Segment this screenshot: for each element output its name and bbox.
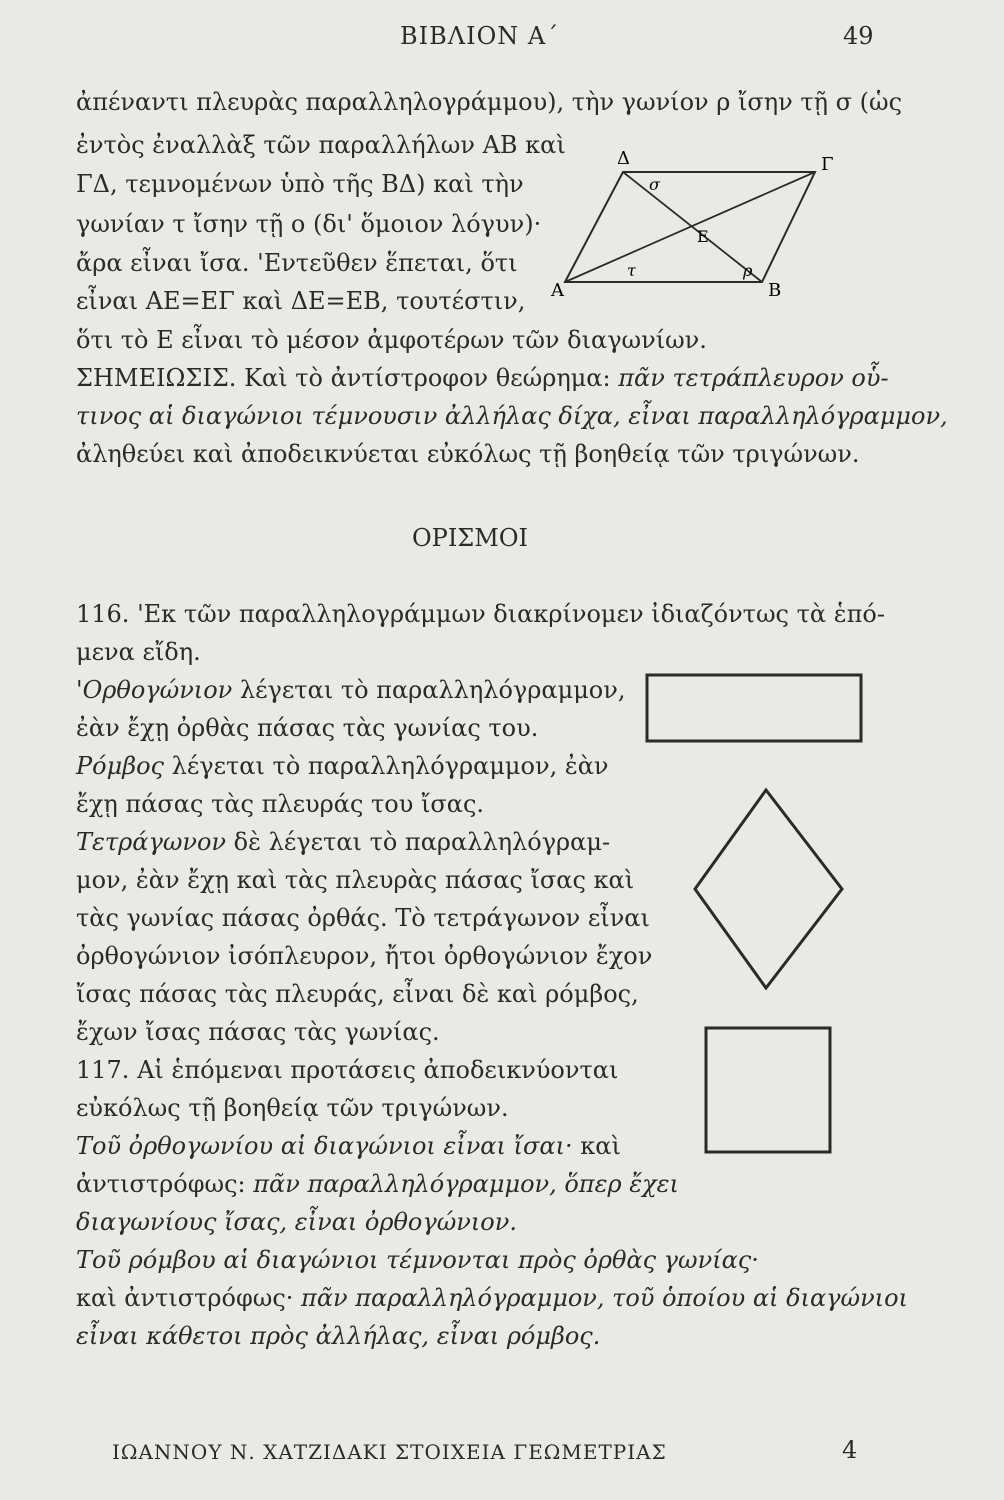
running-header-title: ΒΙΒΛΙΟΝ Α΄ [400, 22, 560, 50]
label-beta: Β [768, 280, 782, 301]
text-line: 117. Αἱ ἑπόμεναι προτάσεις ἀποδεικνύονται [76, 1056, 619, 1084]
text-line: ὀρθογώνιον ἰσόπλευρον, ἤτοι ὀρθογώνιον ἔχον [76, 942, 653, 970]
text-line: εἶναι κάθετοι πρὸς ἀλλήλας, εἶναι ρόμβος. [76, 1322, 601, 1350]
diagonal-ag [565, 172, 815, 282]
text-line: ἀντιστρόφως: πᾶν παραλληλόγραμμον, ὅπερ ἔχει [76, 1170, 679, 1198]
rhombus-figure [690, 785, 850, 995]
text-line: μενα εἴδη. [76, 638, 201, 666]
note-line: ΣΗΜΕΙΩΣΙΣ. Καὶ τὸ ἀντίστροφον θεώρημα: πᾶν τετράπλευρον οὗ- [76, 364, 889, 392]
diagonal-db [623, 172, 762, 282]
text-line: ὅτι τὸ Ε εἶναι τὸ μέσον ἀμφοτέρων τῶν διαγωνίων. [76, 326, 707, 354]
text-line: ἐντὸς ἐναλλὰξ τῶν παραλλήλων ΑΒ καὶ [76, 131, 566, 159]
label-delta: Δ [617, 148, 630, 169]
text-line: ΓΔ, τεμνομένων ὑπὸ τῆς ΒΔ) καὶ τὴν [76, 170, 524, 198]
definition-square: Τετράγωνον δὲ λέγεται τὸ παραλληλόγραμ- [76, 828, 611, 856]
theorem-rhombus: Τοῦ ρόμβου αἱ διαγώνιοι τέμνονται πρὸς ὀρθὰς γωνίας· [76, 1246, 759, 1274]
parallelogram-figure [525, 150, 845, 300]
text-line: 116. 'Εκ τῶν παραλληλογράμμων διακρίνομεν ἰδιαζόντως τὰ ἑπό- [76, 600, 885, 628]
text-line: εὐκόλως τῇ βοηθείᾳ τῶν τριγώνων. [76, 1094, 509, 1122]
rectangle-figure [640, 668, 872, 748]
text-line: ἴσας πάσας τὰς πλευράς, εἶναι δὲ καὶ ρόμβος, [76, 980, 639, 1008]
text-line: ἄρα εἶναι ἴσα. 'Εντεῦθεν ἕπεται, ὅτι [76, 249, 518, 277]
text-line: μον, ἐὰν ἔχῃ καὶ τὰς πλευρὰς πάσας ἴσας καὶ [76, 866, 635, 894]
label-sigma: σ [649, 175, 660, 194]
label-rho: ρ [743, 261, 753, 280]
text-line: ἔχων ἴσας πάσας τὰς γωνίας. [76, 1018, 440, 1046]
note-label: ΣΗΜΕΙΩΣΙΣ. [76, 364, 237, 392]
note-line: ἀληθεύει καὶ ἀποδεικνύεται εὐκόλως τῇ βοηθείᾳ τῶν τριγώνων. [76, 440, 860, 468]
section-heading: ΟΡΙΣΜΟΙ [412, 524, 529, 552]
label-epsilon: Ε [697, 227, 709, 246]
note-line: τινος αἱ διαγώνιοι τέμνουσιν ἀλλήλας δίχα, εἶναι παραλληλόγραμμον, [76, 402, 948, 430]
text-line: γωνίαν τ ἴσην τῇ ο (δι' ὅμοιον λόγυν)· [76, 210, 542, 238]
square-figure [698, 1022, 838, 1157]
rhombus-shape [695, 790, 842, 988]
text-line: ἀπέναντι πλευρὰς παραλληλογράμμου), τὴν γωνίον ρ ἴσην τῇ σ (ὡς [76, 88, 903, 116]
text-line: ἔχῃ πάσας τὰς πλευράς του ἴσας. [76, 790, 485, 818]
text-line: τὰς γωνίας πάσας ὀρθάς. Τὸ τετράγωνον εἶναι [76, 904, 650, 932]
footer-signature-number: 4 [842, 1436, 858, 1464]
term-rectangle: 'Ορθογώνιον [76, 676, 233, 704]
square-shape [706, 1028, 830, 1152]
footer-signature: ΙΩΑΝΝΟΥ Ν. ΧΑΤΖΙΔΑΚΙ ΣΤΟΙΧΕΙΑ ΓΕΩΜΕΤΡΙΑΣ [112, 1440, 667, 1464]
text-line: εἶναι ΑΕ=ΕΓ καὶ ΔΕ=ΕΒ, τουτέστιν, [76, 287, 526, 315]
rectangle-shape [647, 675, 861, 741]
theorem-rectangle: Τοῦ ὀρθογωνίου αἱ διαγώνιοι εἶναι ἴσαι· καὶ [76, 1132, 621, 1160]
label-alpha: Α [551, 280, 564, 301]
label-gamma: Γ [821, 154, 834, 175]
definition-rhombus: Ρόμβος λέγεται τὸ παραλληλόγραμμον, ἐὰν [76, 752, 609, 780]
label-tau: τ [627, 261, 636, 280]
text-line: διαγωνίους ἴσας, εἶναι ὀρθογώνιον. [76, 1208, 517, 1236]
text-line: καὶ ἀντιστρόφως· πᾶν παραλληλόγραμμον, τοῦ ὁποίου αἱ διαγώνιοι [76, 1284, 908, 1312]
term-square: Τετράγωνον [76, 828, 227, 856]
term-rhombus: Ρόμβος [76, 752, 164, 780]
definition-rectangle: 'Ορθογώνιον λέγεται τὸ παραλληλόγραμμον, [76, 676, 626, 704]
page-number: 49 [843, 22, 874, 50]
text-line: ἐὰν ἔχῃ ὀρθὰς πάσας τὰς γωνίας του. [76, 714, 539, 742]
